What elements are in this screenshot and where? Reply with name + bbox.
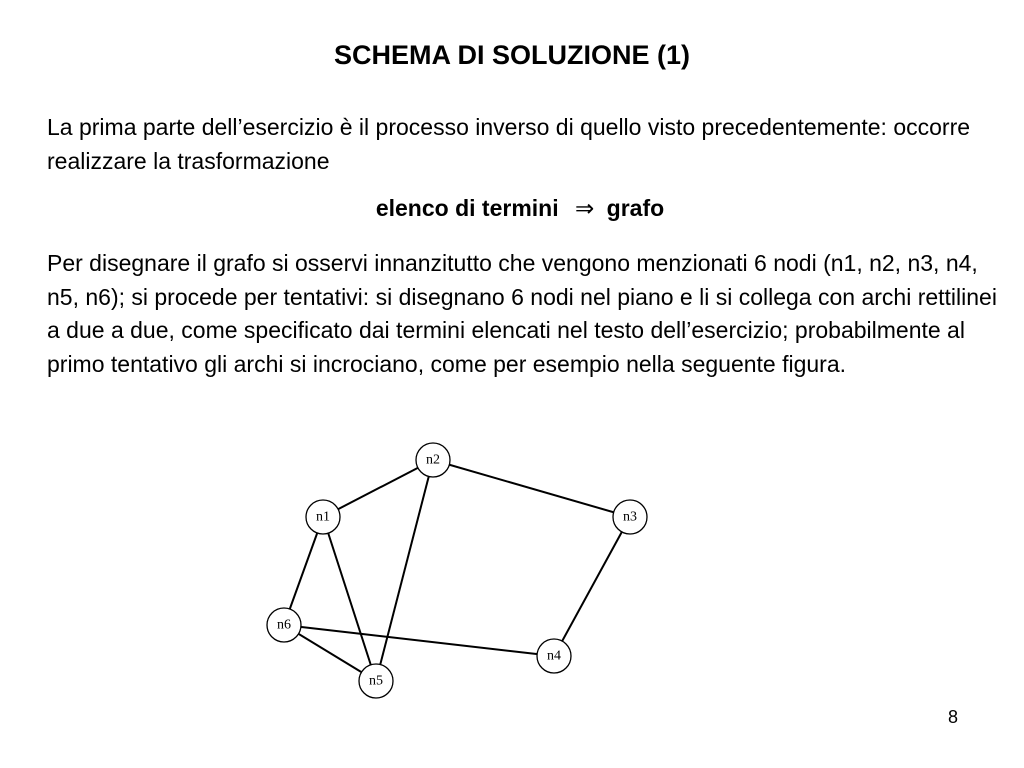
slide-title: SCHEMA DI SOLUZIONE (1) <box>333 40 690 70</box>
node-n5 <box>359 664 393 698</box>
node-label-n5: n5 <box>369 673 383 689</box>
node-label-n4: n4 <box>547 648 561 664</box>
node-label-n3: n3 <box>623 509 637 525</box>
node-n1 <box>306 500 340 534</box>
formula-right: grafo <box>606 195 665 221</box>
edge-n2-n3 <box>433 460 630 517</box>
explanation-paragraph: Per disegnare il grafo si osservi innanzitutto che vengono menzionati 6 nodi (n1, n2, n3, n4, n5, n6); si procede per tentativi: si disegnano 6 nodi nel piano e li si collega con archi rettilinei a due a due, come specificato dai termini elencati nel testo dell’esercizio; probabilmente al primo tentativo gli archi si incrociano, come per esempio nella seguente figura. <box>47 250 997 377</box>
node-label-n1: n1 <box>316 509 330 525</box>
formula-left: elenco di termini <box>375 195 559 221</box>
node-label-n2: n2 <box>426 452 440 468</box>
edge-n1-n2 <box>323 460 433 517</box>
edge-n2-n5 <box>376 460 433 681</box>
edge-n6-n4 <box>284 625 554 656</box>
node-n3 <box>613 500 647 534</box>
node-n2 <box>416 443 450 477</box>
edge-n1-n5 <box>323 517 376 681</box>
implies-arrow-icon: ⇒ <box>574 195 595 221</box>
edge-n3-n4 <box>554 517 630 656</box>
intro-paragraph: La prima parte dell’esercizio è il processo inverso di quello visto precedentemente: occorre realizzare la trasformazione <box>47 114 971 174</box>
node-n4 <box>537 639 571 673</box>
node-n6 <box>267 608 301 642</box>
page-number: 8 <box>948 707 959 727</box>
node-label-n6: n6 <box>277 617 291 633</box>
